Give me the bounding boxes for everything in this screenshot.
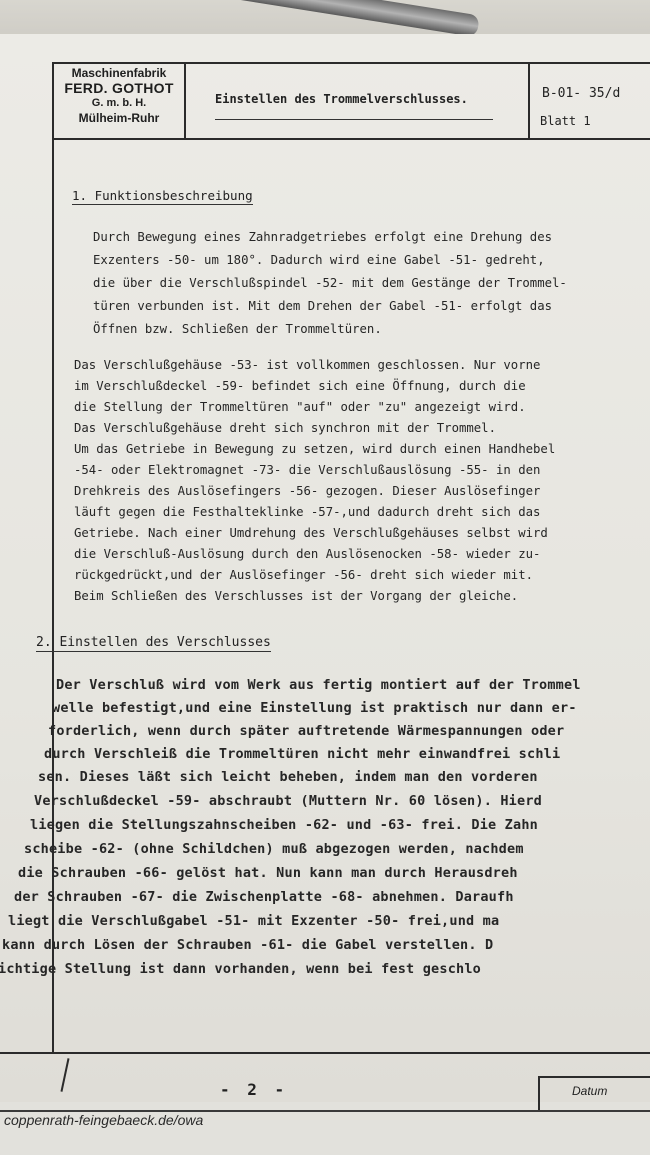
company-city: Mülheim-Ruhr	[78, 111, 160, 125]
header-divider	[528, 62, 530, 140]
company-legal-form: G. m. b. H.	[91, 97, 147, 109]
header-divider	[184, 62, 186, 140]
company-block	[56, 66, 182, 126]
footer-top-border	[0, 1052, 650, 1054]
section-heading-text: 1. Funktionsbeschreibung	[72, 188, 253, 203]
document-number: B-01- 35/d	[542, 86, 621, 101]
section-heading-text: 2. Einstellen des Verschlusses	[36, 635, 271, 650]
company-type: Maschinenfabrik	[71, 66, 167, 80]
header-bottom-border	[52, 138, 650, 140]
section-heading-1	[72, 188, 253, 203]
frame-top-border	[52, 62, 650, 64]
section-heading-2	[36, 635, 271, 650]
sheet-number: Blatt 1	[540, 114, 591, 128]
document-title: Einstellen des Trommelverschlusses.	[215, 92, 468, 106]
company-name: FERD. GOTHOT	[64, 80, 174, 96]
page-number: - 2 -	[220, 1080, 289, 1099]
title-underline	[215, 119, 493, 120]
watermark-text: coppenrath-feingebaeck.de/owa	[4, 1112, 204, 1128]
datum-label: Datum	[572, 1084, 608, 1098]
